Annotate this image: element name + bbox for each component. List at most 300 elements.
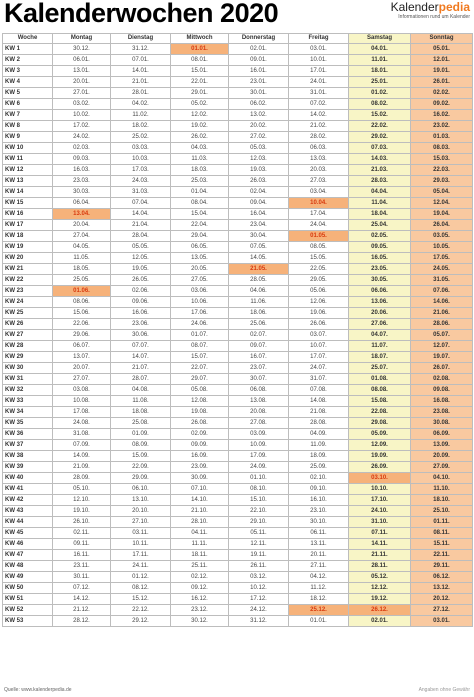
day-cell-tuesday: 07.01. bbox=[111, 55, 171, 66]
day-cell-wednesday: 01.01. bbox=[171, 44, 229, 55]
table-row bbox=[3, 253, 473, 264]
day-cell-thursday: 10.12. bbox=[229, 583, 289, 594]
week-table-body bbox=[3, 44, 473, 627]
table-row bbox=[3, 77, 473, 88]
day-cell-friday: 04.09. bbox=[289, 429, 349, 440]
day-cell-tuesday: 23.06. bbox=[111, 319, 171, 330]
day-cell-saturday: 01.02. bbox=[349, 88, 411, 99]
day-cell-sunday: 05.07. bbox=[411, 330, 473, 341]
day-cell-sunday: 05.01. bbox=[411, 44, 473, 55]
day-cell-thursday: 30.04. bbox=[229, 231, 289, 242]
week-number: KW 33 bbox=[3, 396, 53, 407]
day-cell-thursday: 30.07. bbox=[229, 374, 289, 385]
table-row bbox=[3, 286, 473, 297]
table-row bbox=[3, 594, 473, 605]
day-cell-wednesday: 09.09. bbox=[171, 440, 229, 451]
table-row bbox=[3, 55, 473, 66]
day-cell-tuesday: 10.11. bbox=[111, 539, 171, 550]
week-number: KW 50 bbox=[3, 583, 53, 594]
day-cell-thursday: 09.04. bbox=[229, 198, 289, 209]
day-cell-saturday: 22.08. bbox=[349, 407, 411, 418]
day-cell-sunday: 28.06. bbox=[411, 319, 473, 330]
week-number: KW 25 bbox=[3, 308, 53, 319]
day-cell-friday: 14.02. bbox=[289, 110, 349, 121]
day-cell-sunday: 22.11. bbox=[411, 550, 473, 561]
day-cell-thursday: 06.08. bbox=[229, 385, 289, 396]
day-cell-tuesday: 21.04. bbox=[111, 220, 171, 231]
day-cell-friday: 06.11. bbox=[289, 528, 349, 539]
day-cell-friday: 28.08. bbox=[289, 418, 349, 429]
day-cell-saturday: 12.09. bbox=[349, 440, 411, 451]
week-number: KW 21 bbox=[3, 264, 53, 275]
week-number: KW 5 bbox=[3, 88, 53, 99]
day-cell-monday: 06.04. bbox=[53, 198, 111, 209]
day-cell-friday: 21.02. bbox=[289, 121, 349, 132]
table-row bbox=[3, 242, 473, 253]
day-cell-sunday: 12.04. bbox=[411, 198, 473, 209]
day-cell-tuesday: 03.11. bbox=[111, 528, 171, 539]
week-number: KW 3 bbox=[3, 66, 53, 77]
day-cell-saturday: 29.02. bbox=[349, 132, 411, 143]
day-cell-thursday: 23.01. bbox=[229, 77, 289, 88]
day-cell-monday: 09.11. bbox=[53, 539, 111, 550]
day-cell-thursday: 16.07. bbox=[229, 352, 289, 363]
day-cell-thursday: 20.02. bbox=[229, 121, 289, 132]
week-number: KW 14 bbox=[3, 187, 53, 198]
day-cell-friday: 03.07. bbox=[289, 330, 349, 341]
table-row bbox=[3, 550, 473, 561]
day-cell-tuesday: 22.09. bbox=[111, 462, 171, 473]
day-cell-saturday: 25.04. bbox=[349, 220, 411, 231]
day-cell-monday: 25.05. bbox=[53, 275, 111, 286]
day-cell-friday: 18.12. bbox=[289, 594, 349, 605]
table-row bbox=[3, 561, 473, 572]
week-table bbox=[2, 33, 473, 627]
day-cell-tuesday: 15.09. bbox=[111, 451, 171, 462]
day-cell-tuesday: 19.05. bbox=[111, 264, 171, 275]
day-cell-monday: 10.02. bbox=[53, 110, 111, 121]
day-cell-friday: 03.04. bbox=[289, 187, 349, 198]
day-cell-thursday: 09.01. bbox=[229, 55, 289, 66]
day-cell-sunday: 20.12. bbox=[411, 594, 473, 605]
day-cell-friday: 07.08. bbox=[289, 385, 349, 396]
table-row bbox=[3, 88, 473, 99]
week-number: KW 51 bbox=[3, 594, 53, 605]
week-number: KW 44 bbox=[3, 517, 53, 528]
day-cell-thursday: 12.11. bbox=[229, 539, 289, 550]
week-number: KW 19 bbox=[3, 242, 53, 253]
day-cell-wednesday: 30.09. bbox=[171, 473, 229, 484]
day-cell-wednesday: 19.02. bbox=[171, 121, 229, 132]
day-cell-tuesday: 14.04. bbox=[111, 209, 171, 220]
day-cell-friday: 15.05. bbox=[289, 253, 349, 264]
table-row bbox=[3, 374, 473, 385]
day-cell-thursday: 05.11. bbox=[229, 528, 289, 539]
day-cell-tuesday: 22.12. bbox=[111, 605, 171, 616]
day-cell-monday: 20.07. bbox=[53, 363, 111, 374]
table-row bbox=[3, 187, 473, 198]
day-cell-friday: 18.09. bbox=[289, 451, 349, 462]
day-cell-wednesday: 23.12. bbox=[171, 605, 229, 616]
week-number: KW 17 bbox=[3, 220, 53, 231]
table-row bbox=[3, 396, 473, 407]
day-cell-saturday: 28.11. bbox=[349, 561, 411, 572]
day-cell-monday: 27.01. bbox=[53, 88, 111, 99]
day-cell-saturday: 27.06. bbox=[349, 319, 411, 330]
day-cell-thursday: 14.05. bbox=[229, 253, 289, 264]
week-number: KW 31 bbox=[3, 374, 53, 385]
day-cell-wednesday: 30.12. bbox=[171, 616, 229, 627]
day-cell-wednesday: 08.07. bbox=[171, 341, 229, 352]
day-cell-tuesday: 15.12. bbox=[111, 594, 171, 605]
day-cell-monday: 06.07. bbox=[53, 341, 111, 352]
table-row bbox=[3, 495, 473, 506]
day-cell-sunday: 10.05. bbox=[411, 242, 473, 253]
day-cell-tuesday: 29.09. bbox=[111, 473, 171, 484]
day-cell-friday: 20.03. bbox=[289, 165, 349, 176]
day-cell-thursday: 31.12. bbox=[229, 616, 289, 627]
day-cell-sunday: 04.10. bbox=[411, 473, 473, 484]
day-cell-saturday: 02.01. bbox=[349, 616, 411, 627]
day-cell-thursday: 10.09. bbox=[229, 440, 289, 451]
day-cell-saturday: 03.10. bbox=[349, 473, 411, 484]
day-cell-friday: 01.05. bbox=[289, 231, 349, 242]
day-cell-wednesday: 17.06. bbox=[171, 308, 229, 319]
day-cell-sunday: 13.12. bbox=[411, 583, 473, 594]
brand-wordmark bbox=[391, 1, 470, 14]
day-cell-saturday: 26.09. bbox=[349, 462, 411, 473]
day-cell-wednesday: 12.02. bbox=[171, 110, 229, 121]
day-cell-sunday: 31.05. bbox=[411, 275, 473, 286]
day-cell-saturday: 07.11. bbox=[349, 528, 411, 539]
day-cell-sunday: 23.08. bbox=[411, 407, 473, 418]
day-cell-sunday: 12.01. bbox=[411, 55, 473, 66]
day-cell-thursday: 09.07. bbox=[229, 341, 289, 352]
table-row bbox=[3, 506, 473, 517]
day-cell-sunday: 12.07. bbox=[411, 341, 473, 352]
day-cell-monday: 13.01. bbox=[53, 66, 111, 77]
table-row bbox=[3, 99, 473, 110]
week-number: KW 24 bbox=[3, 297, 53, 308]
day-cell-saturday: 14.11. bbox=[349, 539, 411, 550]
day-cell-sunday: 27.09. bbox=[411, 462, 473, 473]
day-cell-monday: 28.12. bbox=[53, 616, 111, 627]
day-cell-friday: 11.12. bbox=[289, 583, 349, 594]
day-cell-sunday: 03.01. bbox=[411, 616, 473, 627]
day-cell-saturday: 11.07. bbox=[349, 341, 411, 352]
day-cell-monday: 13.04. bbox=[53, 209, 111, 220]
day-cell-sunday: 26.01. bbox=[411, 77, 473, 88]
week-number: KW 13 bbox=[3, 176, 53, 187]
day-cell-tuesday: 04.08. bbox=[111, 385, 171, 396]
day-cell-wednesday: 03.06. bbox=[171, 286, 229, 297]
day-cell-friday: 20.11. bbox=[289, 550, 349, 561]
day-cell-thursday: 06.02. bbox=[229, 99, 289, 110]
week-number: KW 7 bbox=[3, 110, 53, 121]
day-cell-sunday: 07.06. bbox=[411, 286, 473, 297]
day-cell-saturday: 18.07. bbox=[349, 352, 411, 363]
table-row bbox=[3, 341, 473, 352]
day-cell-tuesday: 07.04. bbox=[111, 198, 171, 209]
day-cell-wednesday: 01.07. bbox=[171, 330, 229, 341]
day-cell-thursday: 25.06. bbox=[229, 319, 289, 330]
day-cell-tuesday: 08.12. bbox=[111, 583, 171, 594]
table-row bbox=[3, 484, 473, 495]
day-cell-thursday: 03.09. bbox=[229, 429, 289, 440]
day-cell-saturday: 30.05. bbox=[349, 275, 411, 286]
table-row bbox=[3, 143, 473, 154]
day-cell-sunday: 16.08. bbox=[411, 396, 473, 407]
day-cell-tuesday: 16.06. bbox=[111, 308, 171, 319]
day-cell-saturday: 08.02. bbox=[349, 99, 411, 110]
col-header-wednesday: Mittwoch bbox=[171, 34, 229, 44]
day-cell-tuesday: 12.05. bbox=[111, 253, 171, 264]
day-cell-thursday: 19.11. bbox=[229, 550, 289, 561]
day-cell-wednesday: 25.03. bbox=[171, 176, 229, 187]
day-cell-thursday: 12.03. bbox=[229, 154, 289, 165]
table-header-row bbox=[3, 34, 473, 44]
day-cell-tuesday: 18.08. bbox=[111, 407, 171, 418]
day-cell-wednesday: 25.11. bbox=[171, 561, 229, 572]
day-cell-friday: 02.10. bbox=[289, 473, 349, 484]
day-cell-saturday: 18.04. bbox=[349, 209, 411, 220]
day-cell-friday: 24.04. bbox=[289, 220, 349, 231]
week-number: KW 11 bbox=[3, 154, 53, 165]
table-row bbox=[3, 330, 473, 341]
day-cell-friday: 25.12. bbox=[289, 605, 349, 616]
day-cell-friday: 28.02. bbox=[289, 132, 349, 143]
day-cell-wednesday: 02.12. bbox=[171, 572, 229, 583]
day-cell-tuesday: 09.06. bbox=[111, 297, 171, 308]
day-cell-sunday: 24.05. bbox=[411, 264, 473, 275]
day-cell-monday: 07.12. bbox=[53, 583, 111, 594]
day-cell-monday: 02.03. bbox=[53, 143, 111, 154]
day-cell-thursday: 24.09. bbox=[229, 462, 289, 473]
day-cell-monday: 15.06. bbox=[53, 308, 111, 319]
week-number: KW 6 bbox=[3, 99, 53, 110]
day-cell-tuesday: 26.05. bbox=[111, 275, 171, 286]
day-cell-thursday: 05.03. bbox=[229, 143, 289, 154]
day-cell-sunday: 01.03. bbox=[411, 132, 473, 143]
day-cell-saturday: 22.02. bbox=[349, 121, 411, 132]
week-number: KW 36 bbox=[3, 429, 53, 440]
day-cell-friday: 01.01. bbox=[289, 616, 349, 627]
day-cell-saturday: 19.09. bbox=[349, 451, 411, 462]
day-cell-sunday: 19.07. bbox=[411, 352, 473, 363]
day-cell-monday: 28.09. bbox=[53, 473, 111, 484]
day-cell-friday: 17.07. bbox=[289, 352, 349, 363]
day-cell-sunday: 23.02. bbox=[411, 121, 473, 132]
day-cell-wednesday: 09.12. bbox=[171, 583, 229, 594]
day-cell-wednesday: 02.09. bbox=[171, 429, 229, 440]
day-cell-saturday: 25.01. bbox=[349, 77, 411, 88]
week-number: KW 32 bbox=[3, 385, 53, 396]
day-cell-tuesday: 21.07. bbox=[111, 363, 171, 374]
table-row bbox=[3, 473, 473, 484]
day-cell-thursday: 08.10. bbox=[229, 484, 289, 495]
day-cell-wednesday: 05.08. bbox=[171, 385, 229, 396]
day-cell-thursday: 13.08. bbox=[229, 396, 289, 407]
week-number: KW 35 bbox=[3, 418, 53, 429]
day-cell-wednesday: 18.11. bbox=[171, 550, 229, 561]
day-cell-thursday: 04.06. bbox=[229, 286, 289, 297]
day-cell-tuesday: 02.06. bbox=[111, 286, 171, 297]
day-cell-friday: 10.04. bbox=[289, 198, 349, 209]
day-cell-monday: 24.02. bbox=[53, 132, 111, 143]
day-cell-monday: 23.11. bbox=[53, 561, 111, 572]
day-cell-monday: 30.03. bbox=[53, 187, 111, 198]
day-cell-thursday: 26.11. bbox=[229, 561, 289, 572]
week-number: KW 23 bbox=[3, 286, 53, 297]
day-cell-monday: 27.04. bbox=[53, 231, 111, 242]
table-row bbox=[3, 264, 473, 275]
day-cell-monday: 30.12. bbox=[53, 44, 111, 55]
day-cell-wednesday: 12.08. bbox=[171, 396, 229, 407]
day-cell-friday: 17.01. bbox=[289, 66, 349, 77]
day-cell-thursday: 16.04. bbox=[229, 209, 289, 220]
day-cell-thursday: 30.01. bbox=[229, 88, 289, 99]
day-cell-monday: 04.05. bbox=[53, 242, 111, 253]
day-cell-wednesday: 29.04. bbox=[171, 231, 229, 242]
col-header-monday: Montag bbox=[53, 34, 111, 44]
day-cell-wednesday: 18.03. bbox=[171, 165, 229, 176]
day-cell-thursday: 27.08. bbox=[229, 418, 289, 429]
day-cell-wednesday: 16.09. bbox=[171, 451, 229, 462]
day-cell-wednesday: 24.06. bbox=[171, 319, 229, 330]
day-cell-monday: 19.10. bbox=[53, 506, 111, 517]
table-row bbox=[3, 572, 473, 583]
day-cell-tuesday: 27.10. bbox=[111, 517, 171, 528]
col-header-saturday: Samstag bbox=[349, 34, 411, 44]
table-row bbox=[3, 297, 473, 308]
day-cell-tuesday: 06.10. bbox=[111, 484, 171, 495]
week-number: KW 9 bbox=[3, 132, 53, 143]
col-header-thursday: Donnerstag bbox=[229, 34, 289, 44]
day-cell-saturday: 26.12. bbox=[349, 605, 411, 616]
week-number: KW 20 bbox=[3, 253, 53, 264]
day-cell-sunday: 02.02. bbox=[411, 88, 473, 99]
table-row bbox=[3, 605, 473, 616]
day-cell-friday: 25.09. bbox=[289, 462, 349, 473]
day-cell-thursday: 17.09. bbox=[229, 451, 289, 462]
col-header-friday: Freitag bbox=[289, 34, 349, 44]
day-cell-friday: 31.07. bbox=[289, 374, 349, 385]
week-number: KW 45 bbox=[3, 528, 53, 539]
day-cell-friday: 10.01. bbox=[289, 55, 349, 66]
table-row bbox=[3, 198, 473, 209]
day-cell-monday: 03.02. bbox=[53, 99, 111, 110]
footer-source: Quelle: www.kalenderpedia.de bbox=[4, 687, 72, 693]
day-cell-tuesday: 11.02. bbox=[111, 110, 171, 121]
day-cell-monday: 21.12. bbox=[53, 605, 111, 616]
week-number: KW 28 bbox=[3, 341, 53, 352]
day-cell-monday: 27.07. bbox=[53, 374, 111, 385]
week-number: KW 30 bbox=[3, 363, 53, 374]
page-footer bbox=[4, 687, 470, 695]
day-cell-sunday: 21.06. bbox=[411, 308, 473, 319]
table-row bbox=[3, 418, 473, 429]
day-cell-tuesday: 31.12. bbox=[111, 44, 171, 55]
day-cell-sunday: 20.09. bbox=[411, 451, 473, 462]
day-cell-monday: 02.11. bbox=[53, 528, 111, 539]
table-row bbox=[3, 110, 473, 121]
week-number: KW 38 bbox=[3, 451, 53, 462]
week-number: KW 8 bbox=[3, 121, 53, 132]
day-cell-wednesday: 08.01. bbox=[171, 55, 229, 66]
day-cell-friday: 14.08. bbox=[289, 396, 349, 407]
week-number: KW 42 bbox=[3, 495, 53, 506]
brand-logo[interactable] bbox=[391, 1, 470, 20]
day-cell-friday: 08.05. bbox=[289, 242, 349, 253]
day-cell-saturday: 28.03. bbox=[349, 176, 411, 187]
day-cell-thursday: 02.04. bbox=[229, 187, 289, 198]
day-cell-sunday: 09.08. bbox=[411, 385, 473, 396]
day-cell-saturday: 25.07. bbox=[349, 363, 411, 374]
week-number: KW 41 bbox=[3, 484, 53, 495]
day-cell-thursday: 01.10. bbox=[229, 473, 289, 484]
day-cell-friday: 13.03. bbox=[289, 154, 349, 165]
day-cell-tuesday: 14.01. bbox=[111, 66, 171, 77]
day-cell-saturday: 14.03. bbox=[349, 154, 411, 165]
table-row bbox=[3, 539, 473, 550]
day-cell-tuesday: 24.03. bbox=[111, 176, 171, 187]
table-row bbox=[3, 583, 473, 594]
day-cell-monday: 05.10. bbox=[53, 484, 111, 495]
day-cell-wednesday: 22.01. bbox=[171, 77, 229, 88]
table-row bbox=[3, 154, 473, 165]
day-cell-friday: 21.08. bbox=[289, 407, 349, 418]
day-cell-tuesday: 17.11. bbox=[111, 550, 171, 561]
day-cell-sunday: 18.10. bbox=[411, 495, 473, 506]
day-cell-tuesday: 29.12. bbox=[111, 616, 171, 627]
day-cell-saturday: 15.02. bbox=[349, 110, 411, 121]
day-cell-wednesday: 22.07. bbox=[171, 363, 229, 374]
day-cell-sunday: 26.04. bbox=[411, 220, 473, 231]
day-cell-thursday: 20.08. bbox=[229, 407, 289, 418]
table-row bbox=[3, 231, 473, 242]
week-number: KW 15 bbox=[3, 198, 53, 209]
day-cell-friday: 05.06. bbox=[289, 286, 349, 297]
week-number: KW 48 bbox=[3, 561, 53, 572]
day-cell-wednesday: 22.04. bbox=[171, 220, 229, 231]
day-cell-wednesday: 04.11. bbox=[171, 528, 229, 539]
day-cell-saturday: 23.05. bbox=[349, 264, 411, 275]
day-cell-wednesday: 11.11. bbox=[171, 539, 229, 550]
day-cell-monday: 21.09. bbox=[53, 462, 111, 473]
table-row bbox=[3, 352, 473, 363]
day-cell-tuesday: 30.06. bbox=[111, 330, 171, 341]
day-cell-sunday: 16.02. bbox=[411, 110, 473, 121]
day-cell-saturday: 21.11. bbox=[349, 550, 411, 561]
day-cell-friday: 12.06. bbox=[289, 297, 349, 308]
day-cell-sunday: 15.03. bbox=[411, 154, 473, 165]
day-cell-saturday: 18.01. bbox=[349, 66, 411, 77]
week-number: KW 10 bbox=[3, 143, 53, 154]
day-cell-thursday: 28.05. bbox=[229, 275, 289, 286]
day-cell-saturday: 16.05. bbox=[349, 253, 411, 264]
day-cell-sunday: 06.12. bbox=[411, 572, 473, 583]
day-cell-monday: 24.08. bbox=[53, 418, 111, 429]
day-cell-wednesday: 13.05. bbox=[171, 253, 229, 264]
week-number: KW 16 bbox=[3, 209, 53, 220]
day-cell-friday: 16.10. bbox=[289, 495, 349, 506]
day-cell-sunday: 13.09. bbox=[411, 440, 473, 451]
day-cell-friday: 24.01. bbox=[289, 77, 349, 88]
day-cell-sunday: 02.08. bbox=[411, 374, 473, 385]
day-cell-saturday: 13.06. bbox=[349, 297, 411, 308]
day-cell-monday: 07.09. bbox=[53, 440, 111, 451]
day-cell-wednesday: 26.02. bbox=[171, 132, 229, 143]
